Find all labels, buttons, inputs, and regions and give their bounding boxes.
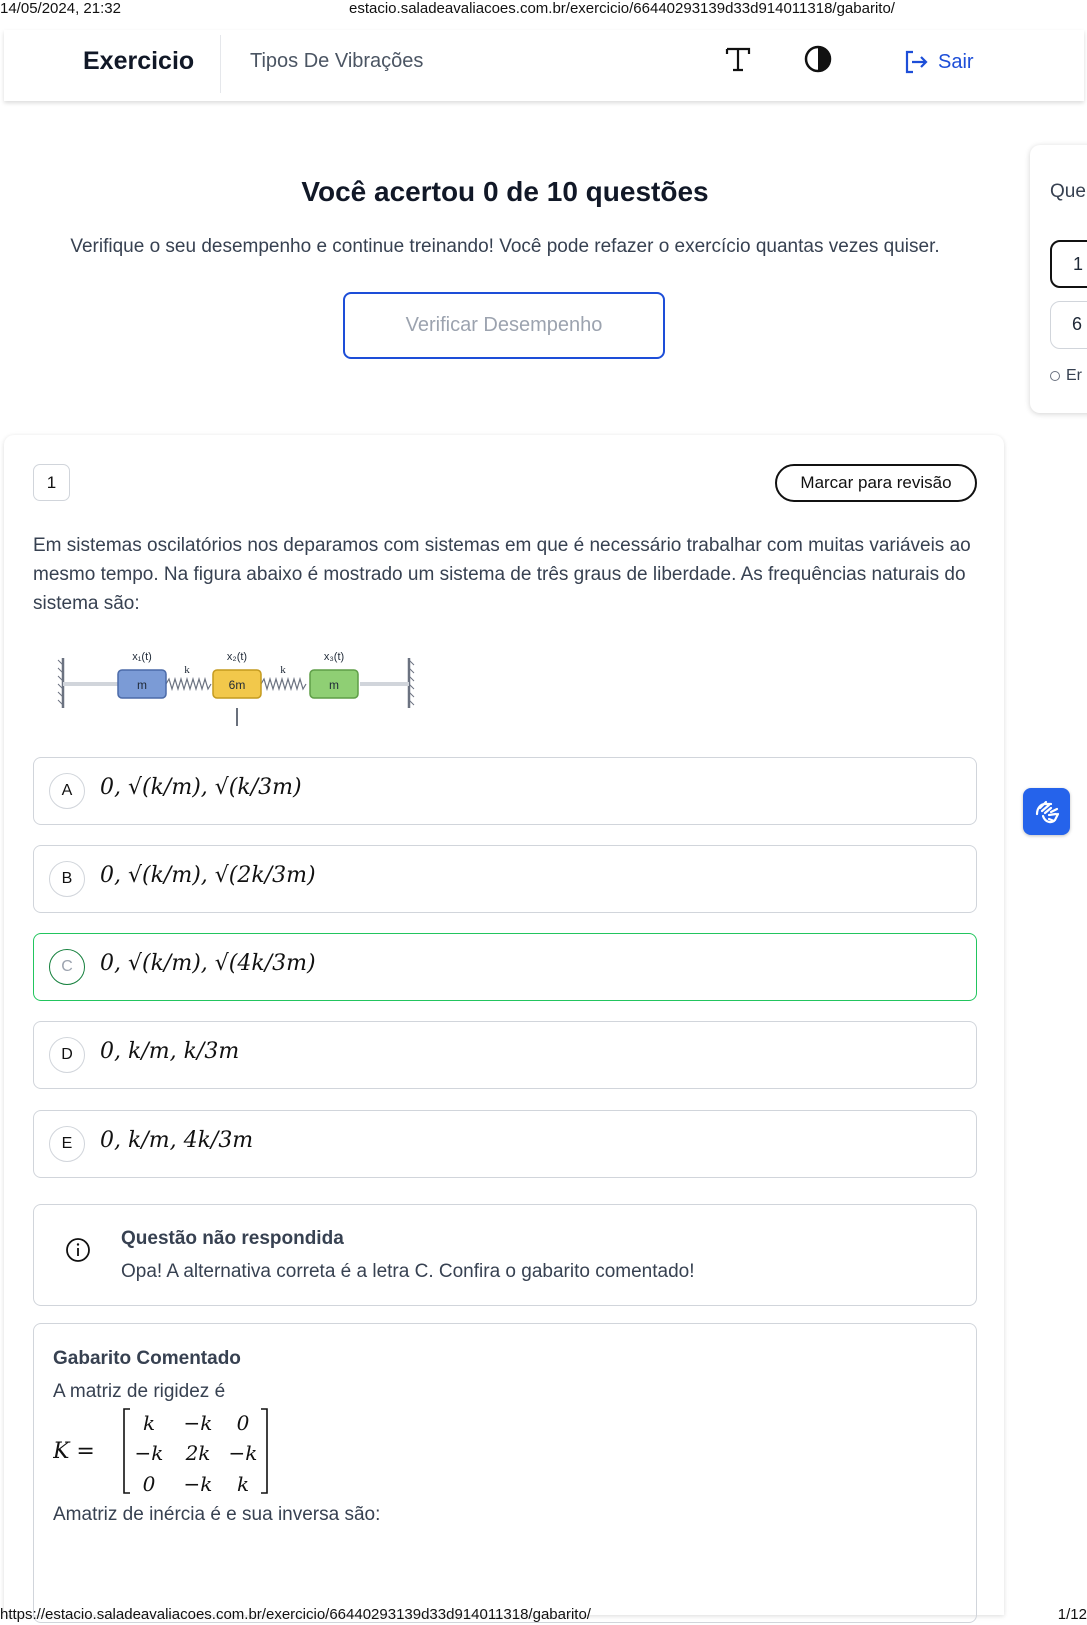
print-footer-url: https://estacio.saladeavaliacoes.com.br/exercicio/66440293139d33d914011318/gabarito/: [0, 1606, 591, 1623]
mass-3-label: m: [329, 678, 339, 692]
navigator-legend: [1050, 367, 1082, 385]
legend-label: Er: [1066, 367, 1082, 384]
option-b[interactable]: [33, 845, 977, 913]
logout-button[interactable]: [902, 47, 974, 77]
x2-label: x₂(t): [226, 651, 248, 663]
commented-answer-box: [33, 1323, 977, 1623]
app-header: [4, 30, 1084, 101]
print-date: 14/05/2024, 21:32: [0, 0, 121, 17]
mass-1-label: m: [137, 678, 147, 692]
option-a[interactable]: [33, 757, 977, 825]
matrix-cell: 2k: [185, 1441, 211, 1465]
status-title: Questão não respondida: [121, 1228, 344, 1249]
navigator-question-6[interactable]: 6: [1050, 301, 1087, 349]
option-e[interactable]: [33, 1110, 977, 1178]
mark-for-review-button[interactable]: Marcar para revisão: [775, 464, 977, 502]
print-url: estacio.saladeavaliacoes.com.br/exercicio/66440293139d33d914011318/gabarito/: [349, 0, 895, 17]
question-number: 1: [33, 464, 70, 501]
logout-icon: [902, 48, 930, 76]
app-title: Exercicio: [83, 47, 195, 75]
stiffness-matrix: [53, 1403, 293, 1499]
option-text: 0, k/m, 4k/3m: [100, 1128, 254, 1153]
font-size-icon[interactable]: [721, 42, 755, 76]
result-subtitle: Verifique o seu desempenho e continue treinando! Você pode refazer o exercício quantas vezes quiser.: [70, 236, 940, 257]
mass-2-label: 6m: [228, 678, 246, 692]
matrix-cell: k: [142, 1411, 156, 1435]
logout-label: Sair: [938, 50, 974, 73]
navigator-question-1[interactable]: 1: [1050, 240, 1087, 288]
option-text: 0, √(k/m), √(2k/3m): [100, 863, 316, 888]
commented-answer-text-1: A matriz de rigidez é: [53, 1381, 226, 1402]
exercise-subject: Tipos De Vibrações: [250, 50, 424, 72]
status-text: Opa! A alternativa correta é a letra C. Confira o gabarito comentado!: [121, 1261, 695, 1282]
question-statement: Em sistemas oscilatórios nos deparamos com sistemas em que é necessário trabalhar com muitas variáveis ao mesmo tempo. Na figura abaixo é mostrado um sistema de três graus de liberdade. As frequências naturais do sistema são:: [33, 535, 971, 614]
spring-2-label: k: [280, 664, 286, 676]
matrix-label: K =: [53, 1439, 95, 1464]
info-icon: [65, 1237, 91, 1263]
sign-language-accessibility-button[interactable]: [1023, 788, 1070, 835]
hands-icon: [1031, 796, 1063, 828]
option-text: 0, k/m, k/3m: [100, 1039, 240, 1064]
matrix-cell: 0: [142, 1472, 156, 1496]
spring-1-label: k: [184, 664, 190, 676]
matrix-cell: −k: [183, 1472, 213, 1496]
option-letter: D: [49, 1037, 85, 1073]
matrix-cell: −k: [183, 1411, 213, 1435]
option-letter: B: [49, 861, 85, 897]
option-letter: E: [49, 1126, 85, 1162]
commented-answer-text-2: Amatriz de inércia é e sua inversa são:: [53, 1504, 381, 1525]
option-letter: C: [49, 949, 85, 985]
answer-status-box: [33, 1204, 977, 1306]
option-text: 0, √(k/m), √(k/3m): [100, 775, 302, 800]
print-header: [0, 0, 1087, 18]
commented-answer-title: Gabarito Comentado: [53, 1348, 241, 1369]
x1-label: x₁(t): [132, 651, 152, 663]
result-title: Você acertou 0 de 10 questões: [301, 176, 709, 207]
option-c-correct[interactable]: [33, 933, 977, 1001]
x3-label: x₃(t): [323, 651, 345, 663]
header-divider: [220, 35, 221, 93]
matrix-cell: 0: [236, 1411, 250, 1435]
question-navigator-panel: [1030, 145, 1087, 413]
navigator-title: Que: [1050, 181, 1086, 202]
legend-dot-icon: [1050, 371, 1060, 381]
matrix-cell: −k: [228, 1441, 258, 1465]
verify-performance-button[interactable]: Verificar Desempenho: [343, 292, 665, 359]
matrix-cell: −k: [134, 1441, 164, 1465]
print-page-number: 1/12: [1057, 1606, 1087, 1623]
contrast-icon[interactable]: [802, 43, 834, 75]
matrix-cell: k: [236, 1472, 250, 1496]
option-text: 0, √(k/m), √(4k/3m): [100, 951, 316, 976]
option-letter: A: [49, 773, 85, 809]
question-card: [4, 435, 1004, 1615]
three-dof-system-figure: [56, 638, 428, 726]
print-footer: [0, 1606, 1087, 1625]
option-d[interactable]: [33, 1021, 977, 1089]
